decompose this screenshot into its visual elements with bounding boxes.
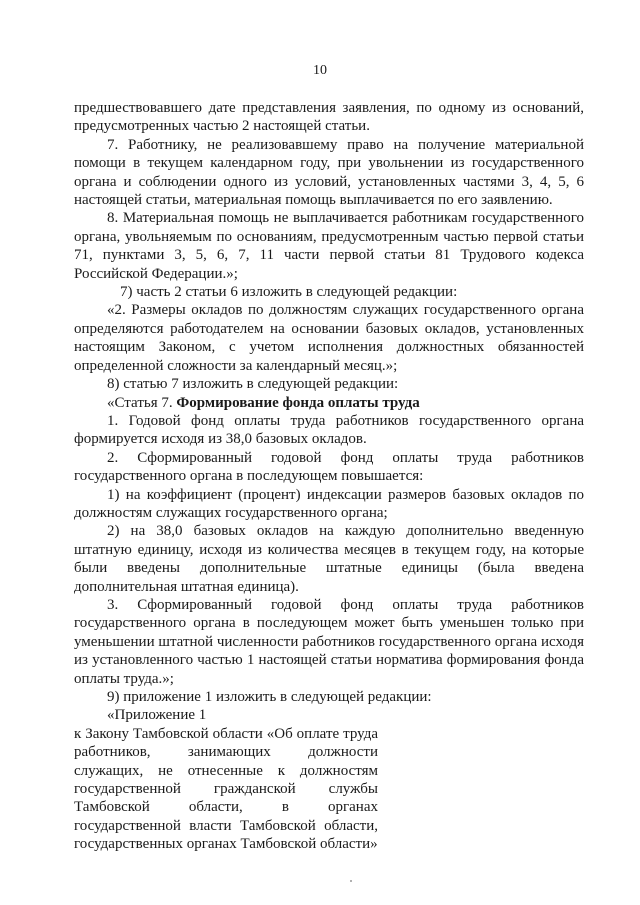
paragraph-article-7-part-1: 1. Годовой фонд оплаты труда работников государственного органа формируется исходя из 38,0 базовых окладов. <box>74 412 584 448</box>
appendix-text: к Закону Тамбовской области «Об оплате труда работников, занимающих должности служащих, не отнесенные к должностям государственной гражданской службы Тамбовской области, в органах государственной власти Тамбовской области, государственных органах Тамбовской области» <box>74 725 378 853</box>
page-number: 10 <box>313 63 327 78</box>
paragraph-amendment-9: 9) приложение 1 изложить в следующей редакции: <box>107 689 432 705</box>
paragraph-article-7-subitem-1: 1) на коэффициент (процент) индексации размеров базовых окладов по должностям служащих государственного органа; <box>74 486 584 521</box>
scan-speck <box>350 880 352 882</box>
paragraph-article-7-part-3: 3. Сформированный годовой фонд оплаты труда работников государственного органа в последующем может быть уменьшен только при уменьшении штатной численности работников государственного органа исходя из установленного частью 1 настоящей статьи норматива формирования фонда оплаты труда.»; <box>74 596 584 687</box>
document-body <box>74 99 584 854</box>
paragraph-article-7-subitem-2: 2) на 38,0 базовых окладов на каждую дополнительно введенную штатную единицу, исходя из количества месяцев в текущем году, на которые были введены дополнительные штатные единицы (была введена дополнительная штатная единица). <box>74 523 584 595</box>
appendix-title: «Приложение 1 <box>107 707 207 724</box>
paragraph-amendment-7: 7) часть 2 статьи 6 изложить в следующей редакции: <box>120 284 458 301</box>
paragraph-item-7: 7. Работнику, не реализовавшему право на получение материальной помощи в текущем календарном году, при увольнении из государственного органа и соблюдении одного из условий, установленных частями 3, 4, 5, 6 настоящей статьи, материальная помощь выплачивается по его заявлению. <box>74 136 584 209</box>
paragraph-continuation: предшествовавшего дате представления заявления, по одному из оснований, предусмотренных частью 2 настоящей статьи. <box>74 100 584 135</box>
paragraph-quote-part-2: «2. Размеры окладов по должностям служащих государственного органа определяются работодателем на основании базовых окладов, установленных настоящим Законом, с учетом исполнения должностных обязанностей определенной сложности за календарный месяц.»; <box>74 302 584 374</box>
paragraph-amendment-8: 8) статью 7 изложить в следующей редакции: <box>107 376 399 393</box>
article-7-title: Формирование фонда оплаты труда <box>176 394 420 411</box>
paragraph-article-7-part-2: 2. Сформированный годовой фонд оплаты труда работников государственного органа в последующем повышается: <box>74 449 584 485</box>
article-7-heading <box>74 394 584 412</box>
article-7-prefix: «Статья 7. <box>107 394 177 411</box>
paragraph-item-8: 8. Материальная помощь не выплачивается работникам государственного органа, увольняемым по основаниям, предусмотренным частью первой статьи 71, пунктами 3, 5, 6, 7, 11 части первой статьи 81 Трудового кодекса Российской Федерации.»; <box>74 210 584 282</box>
